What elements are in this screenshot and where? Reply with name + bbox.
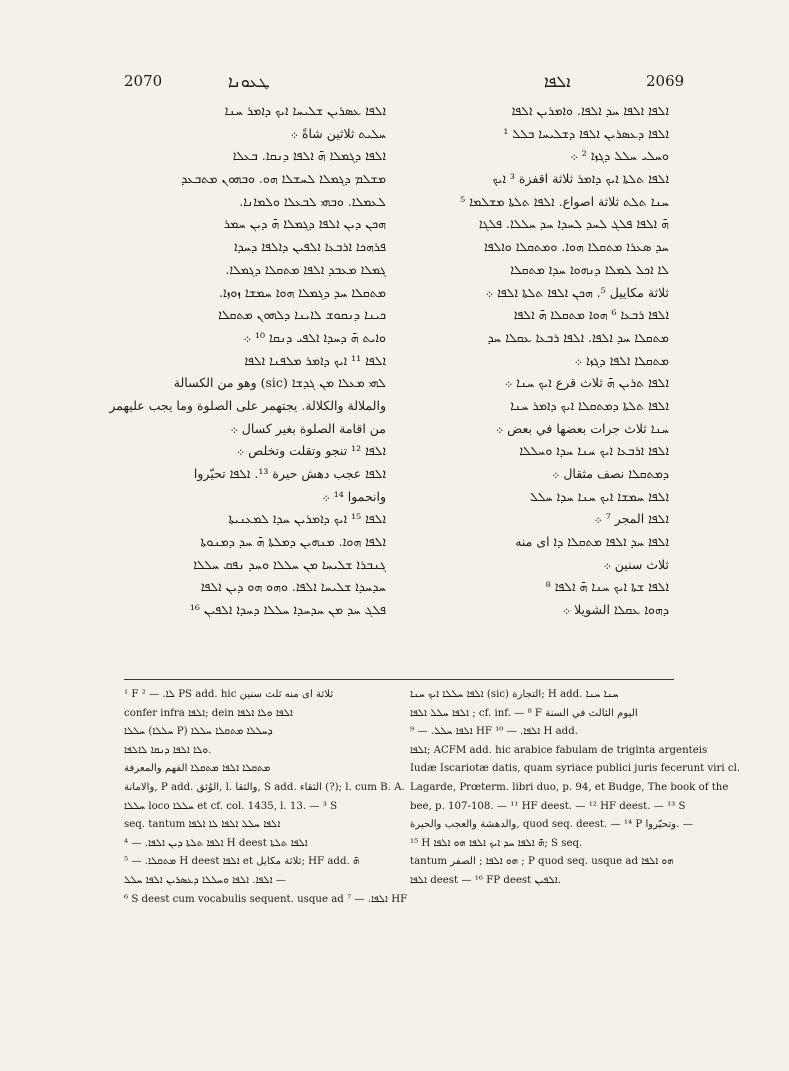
text-line: ܐܠܦܐ ܬܠܬܐ ܕܡܬܩܠܐ ܐܝܟ ܕܐܡܪ ܚܢܐ	[510, 397, 669, 413]
text-line: ܘܐܝܬ ܗ̄ ܕܚܕܐ ܐܠܦܝ ܕܢܩܐ ¹⁰ ܀	[243, 329, 386, 345]
text-line: وانحموا ¹⁴ ܀	[322, 488, 386, 504]
right-footnotes	[410, 686, 741, 982]
text-line: ܐܠܦܐ ܐܪܒܥܐ ܐܝܟ ܚܢܐ ܚܕܐ ܘܚܠܠܐ	[519, 443, 669, 459]
left-running-title: ܛܥܘܢܐ	[228, 72, 270, 91]
text-line: ܐܠܦܐ ܥܣܪܝܢ ܫܠܝܚܐ ܐܝܟ ܕܐܡܪ ܚܢܐ	[224, 103, 386, 118]
text-line: ܦܪܗܟܐ ܐܪܒܥܐ ܐܠܦܝܢ ܕܐܠܦܐ ܕܚܕܐ	[234, 239, 386, 255]
text-line: ܐܠܦܐ عجب دهش حيرة ¹³. ܐܠܦܐ تحيّروا	[193, 466, 386, 481]
footnote-line: ܘܠܐ ܐܠܦܐ ܕܢܩܐ ܠܐܠܦܐ.	[124, 744, 212, 756]
text-line: ܗܟܢ ܕܝܢ ܐܠܦܐ ܕܓܡܠܐ ܗ̄ ܕܝܢ ܚܡܪ	[223, 216, 386, 232]
text-line: ܚܠܝܬ ثلاثين شاةً ܀	[290, 125, 386, 141]
text-line: ܚܢܐ ܬܠܬ ثلاثة اصواع. ܐܠܦܐ ܬܠܬܐ ܡܫܠܡܐ ⁵	[460, 193, 669, 209]
text-line: ܕܗܘܐ ܥܩܠܐ الشويلا ܀	[562, 602, 669, 618]
footnote-line: ܐܠܦܐ deest — ¹⁶ FP deest ܐܠܦܝܢ.	[410, 874, 561, 886]
text-line: ܐܠܦܐ ܕܥܣܪܝܢ ܐܠܦܐ ܕܫܠܝܚܐ ܒܠܠ ¹	[503, 125, 669, 141]
text-line: من اقامة الصلوة بغير كسال ܀	[230, 420, 386, 436]
text-line: ܚܕܚܕܐ ܫܠܝܚܐ ܐܠܦܐ. ܘܗܘ ܗܘ ܕܝܢ ܐܠܦܐ	[200, 579, 386, 595]
text-line: ثلاث سنين ܀	[603, 556, 669, 572]
footnote-line: tantum ܗܘ ܐܠܦܐ ; الصفر ; P quod seq. usque ad ܗܘ ܐܠܦܐ	[410, 856, 674, 868]
text-line: ܘܚܠܝ ܚܠܠ ܕܓܙܐ ² ܀	[570, 148, 669, 164]
text-line: ܓܢܒܪܐ ܫܠܝܚܐ ܡܢ ܚܠܠܐ ܘܚܕ ܢܦܩ ܚܠܠܐ	[193, 556, 386, 572]
right-page-number: 2069	[646, 72, 685, 90]
footnote-divider	[124, 679, 674, 680]
footnote-line: ܐܠܦܐ ܚܠܠܐ ܐܝܟ ܚܢܐ (sic) التجارة; H add. ܚܢܐ ܚܢܐ	[410, 689, 619, 700]
text-line: ܐܠܦܐ ¹¹ ܐܝܟ ܕܐܡܪ ܡܠܦܢܐ ܐܠܦܐ	[244, 352, 386, 368]
text-line: ܟܝܢܐ ܕܢܩܘܫ ܠܐܝܢܐ ܕܠܗܘܢ ܡܬܩܠܐ	[218, 307, 386, 323]
text-line: ܐܠܦܐ ܬܪܝܢ ܗ̄ ثلاث قرع ܐܝܟ ܚܢܐ ܀	[504, 375, 669, 391]
text-line: ܡܬܩܠܐ ܚܕ ܕܓܡܠܐ ܗܘܐ ܚܡܫܐ ܙܘܙܐ.	[218, 284, 386, 300]
text-line: ܐܠܦܐ ܗܘܐ. ܡܢܗܝܢ ܕܡܠܬܐ ܗ̄ ܚܕ ܕܡܢܘܬܐ	[200, 534, 386, 550]
right-running-title: ܐܠܦܐ	[544, 72, 571, 91]
text-line: ܐܠܦܐ ܚܡܫܐ ܐܝܟ ܚܢܐ ܚܕܐ ܚܠܠ	[529, 488, 669, 504]
text-line: ܐܠܦܐ ܬܠܬܐ ܐܝܟ ܕܐܡܪ ثلاثة اقفزة ³ ܐܝܟ	[492, 171, 669, 187]
text-line: ܦܠܓ ܚܕ ܡܢ ܚܕܚܕܐ ܚܠܠܐ ܕܚܕܐ ܐܠܦܝܢ ¹⁶	[189, 602, 386, 618]
text-line: ܐܠܦܐ ¹⁵ ܐܝܟ ܕܐܡܪܝܢ ܚܕܐ ܠܡܥܢܝܬܐ	[228, 511, 386, 527]
text-line: ܠܐ ܐܟܠ ܠܡܠܐ ܕܢܗܘܐ ܚܕܐ ܡܬܩܠܐ	[510, 261, 669, 277]
footnote-line: ܡܬܩܠܐ ܐܠܦܐ ܡܬܩܠܐ الفهم والمعرفة	[124, 763, 271, 775]
text-line: ܐܠܦܐ ܫܬܐ ܐܝܟ ܚܢܐ ܗ̄ ܐܠܦܐ ⁸	[545, 579, 669, 595]
footnote-line: confer infra ܐܠܦܐ; dein ܐܠܦܐ ܘܠܐ ܐܠܦܐ	[124, 707, 293, 719]
text-line: ܕܡܬܩܠܐ نصف مثقال ܀	[551, 466, 669, 481]
text-line: ܐܠܦܐ ܕܓܡܠܐ ܗ̄ ܐܠܦܐ ܕܢܩܐ. ܒܥܠܐ	[232, 148, 386, 164]
text-line: والملالة والكلالة. يجتهمر على الصلوة وما يجب عليهمر	[109, 397, 386, 413]
footnote-line: والدهشة والعجب والحيرة, quod seq. deest. — ¹⁴ P وتحيّروا. —	[410, 819, 693, 831]
text-line: ܐܠܦܐ ܐܠܦܐ ܚܕ ܐܠܦܐ. ܘܐܡܪܝܢ ܐܠܦܐ	[511, 103, 669, 118]
footnote-line: ܐܠܦܐ ܚܠܠ ܐܠܦܐ ; cf. inf. — ⁸ F اليوم الثالث في السنة	[410, 707, 638, 719]
footnote-line: ܡܬܩܠܐ. — ⁵ H deest ܐܠܦܐ et ثلاثة مكايل; HF add. ܗ̄	[124, 856, 360, 868]
text-line: ܡܬܩܠܐ ܐܠܦܐ ܕܓܙܐ ܀	[574, 352, 669, 368]
footnote-line: seq. tantum ܐܠܦܐ ܚܠܠ ܐܠܦܐ ܠܐ ܐܠܦܐ	[124, 819, 281, 831]
footnote-line: ¹⁵ H ܗ̄ ܐܠܦܐ ܚܕ ܐܝܟ ܐܠܦܐ ܗܘ ܐܠܦܐ; S seq.	[410, 837, 583, 849]
footnote-line: ܐܠܦܐ ܬܠܬܐ ܕܝܢ ܐܠܦܐ. — ⁴ H deest ܐܠܦܐ ܬܠܬܐ	[124, 837, 308, 849]
text-line: ܐܠܦܐ المجر ⁷ ܀	[594, 511, 669, 527]
footnote-line: ¹ F ܠܐ. — ² PS add. hic ثلاثة اى منه ثلث سنين	[124, 689, 334, 700]
footnote-line: والامانة, P add. الوُثق, l. والثقا, S add. الثقاء (?); l. cum B. A.	[124, 781, 405, 793]
footnote-line: ܐܠܦܐ. ܐܠܦܐ ܘܚܠܠܐ ܕܥܣܪܝܢ ܐܠܦܐ ܚܠܠ —	[124, 874, 286, 886]
text-line: ܚܢܐ ثلاث جرات بعضها في بعض ܀	[495, 420, 669, 436]
footnote-line: ܐܠܦܐ; ACFM add. hic arabice fabulam de triginta argenteis	[410, 744, 708, 756]
footnote-line: ⁶ S deest cum vocabulis sequent. usque ad ܐܠܦܐ. — ⁷ HF	[124, 893, 408, 905]
footnote-line: ܚܠܠܐ loco ܚܠܠܐ et cf. col. 1435, l. 13. — ³ S	[124, 800, 338, 812]
left-footnotes	[124, 686, 408, 982]
text-line: ثلاثة مكاييل ⁵. ܗܟܢ ܐܠܦܐ ܬܠܬܐ ܐܠܦܐ ܀	[485, 284, 669, 300]
footnote-line: Lagarde, Prœterm. libri duo, p. 94, et Budge, The book of the	[410, 781, 729, 793]
text-line: ܠܗܝ ܡܥܠܐ ܡܢ ܓܕܫܐ (sic) وهو من الكسالة	[173, 375, 386, 391]
left-text-column	[109, 100, 386, 662]
text-line: ܓܡܠܐ ܡܥܒܕ ܐܠܦܐ ܡܬܩܠܐ ܕܓܡܠܐ.	[225, 261, 386, 277]
left-page-number: 2070	[124, 72, 163, 90]
text-line: ܡܬܩܠܐ ܚܕ ܐܠܦܐ. ܐܠܦܐ ܪܒܥܐ ܥܩܠܐ ܚܕ	[487, 329, 669, 345]
footnote-line: ܐܠܦܐ ܚܠܠ. — ⁹ HF ܐܠܦܐ. — ¹⁰ H add.	[410, 726, 578, 738]
text-line: ܡܫܠܡ ܕܓܡܠܐ ܠܚܫܠܐ ܗܘ. ܘܒܗܘܢ ܡܬܒܥܕ	[181, 171, 386, 187]
right-text-column	[415, 100, 669, 662]
footnote-line: Iudæ Iscariotæ datis, quam syriace publici juris fecerunt viri cl.	[410, 763, 741, 775]
text-line: ܐܠܦܐ ܪܒܥܐ ⁶ ܗܘܐ ܡܬܩܠܐ ܗ̄ ܐܠܦܐ	[513, 307, 669, 323]
text-line: ܗ̄ ܐܠܦܐ ܦܠܓ ܠܚܕ ܠܚܕܐ ܚܕ ܚܠܠܐ. ܦܠܓܐ	[478, 216, 669, 232]
text-line: ܠܥܡܠܐ. ܘܒܗܝ ܠܒܥܠܐ ܘܠܡܐܢܐ.	[239, 193, 386, 209]
text-line: ܚܕ ܣܥܪܐ ܡܬܩܠܐ ܗܘܐ. ܘܡܬܩܠܐ ܘܐܠܦܐ	[483, 239, 669, 255]
text-line: ܐܠܦܐ ܚܕ ܐܠܦܐ ܡܬܩܠܐ ܕܐ اى منه	[515, 534, 669, 550]
text-line: ܐܠܦܐ ¹² تنجو وتقلت وتخلص ܀	[236, 443, 386, 459]
footnote-line: bee, p. 107-108. — ¹¹ HF deest. — ¹² HF deest. — ¹³ S	[410, 800, 686, 812]
footnote-line: ܚܠܠܐ (ܚܠܠܐ P) ܕܚܠܠܐ ܡܬܩܠܐ ܚܠܠܐ	[124, 726, 273, 738]
